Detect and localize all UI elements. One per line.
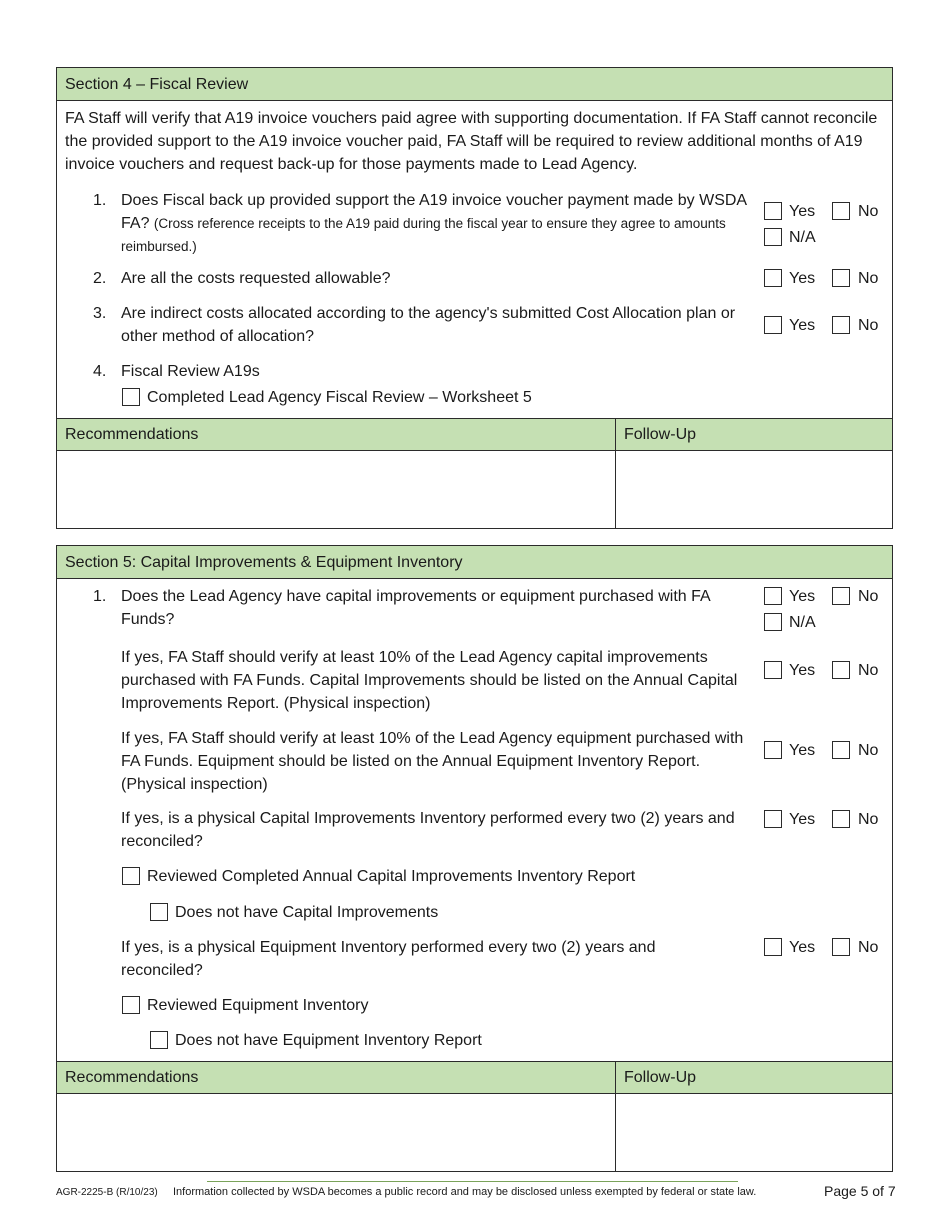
section-5-title: Section 5: Capital Improvements & Equipment Inventory — [57, 546, 892, 579]
q1-number: 1. — [93, 192, 107, 209]
q1-na-label: N/A — [789, 229, 816, 246]
capital-verify-no-checkbox[interactable] — [832, 661, 850, 679]
capital-inventory-no-checkbox[interactable] — [832, 810, 850, 828]
section-4-intro: FA Staff will verify that A19 invoice vouchers paid agree with supporting documentation. If FA Staff cannot reconcile the provided support to the A19 invoice voucher paid, FA Staff will be required to review additional months of A19 invoice vouchers and request back-up for those payments made to Lead Agency. — [65, 110, 878, 173]
capital-inventory-yes-checkbox[interactable] — [764, 810, 782, 828]
q1-yes-label: Yes — [789, 203, 816, 220]
section-4-follow-up-field[interactable] — [616, 451, 892, 528]
q2-no-label: No — [858, 270, 879, 287]
q1-text: Does Fiscal back up provided support the A19 invoice voucher payment made by WSDA FA? — [121, 192, 747, 232]
q4-worksheet-label: Completed Lead Agency Fiscal Review – Worksheet 5 — [147, 389, 532, 406]
no-capital-improvements-label: Does not have Capital Improvements — [175, 904, 439, 921]
equipment-inventory-yes-label: Yes — [789, 939, 816, 956]
equipment-inventory-no-label: No — [858, 939, 879, 956]
s5-q1-na-label: N/A — [789, 614, 816, 631]
q1-no-checkbox[interactable] — [832, 202, 850, 220]
recommendations-label: Recommendations — [65, 426, 199, 443]
q3-no-checkbox[interactable] — [832, 316, 850, 334]
q1-note: (Cross reference receipts to the A19 paid during the fiscal year to ensure they agree to amounts reimbursed.) — [121, 216, 726, 254]
q2-no-checkbox[interactable] — [832, 269, 850, 287]
section-4-recommendations-field[interactable] — [57, 451, 615, 528]
section-5 — [56, 545, 893, 1172]
equipment-verify-no-checkbox[interactable] — [832, 741, 850, 759]
capital-verify-yes-checkbox[interactable] — [764, 661, 782, 679]
reviewed-capital-report-checkbox[interactable] — [122, 867, 140, 885]
q2-number: 2. — [93, 270, 107, 287]
q4-number: 4. — [93, 363, 107, 380]
form-id: AGR-2225-B (R/10/23) — [56, 1187, 158, 1198]
equipment-inventory-text: If yes, is a physical Equipment Inventory performed every two (2) years and reconciled? — [121, 939, 656, 979]
q4-worksheet-checkbox[interactable] — [122, 388, 140, 406]
no-equipment-report-label: Does not have Equipment Inventory Report — [175, 1032, 482, 1049]
q3-yes-label: Yes — [789, 317, 816, 334]
equipment-verify-text: If yes, FA Staff should verify at least 10% of the Lead Agency equipment purchased with FA Funds. Equipment should be listed on the Annual Equipment Inventory Report. (Physical inspection) — [121, 730, 744, 793]
equipment-inventory-yes-checkbox[interactable] — [764, 938, 782, 956]
equipment-verify-yes-checkbox[interactable] — [764, 741, 782, 759]
no-capital-improvements-checkbox[interactable] — [150, 903, 168, 921]
reviewed-equipment-checkbox[interactable] — [122, 996, 140, 1014]
q1-na-checkbox[interactable] — [764, 228, 782, 246]
s5-q1-yes-label: Yes — [789, 588, 816, 605]
capital-inventory-text: If yes, is a physical Capital Improvements Inventory performed every two (2) years and reconciled? — [121, 810, 735, 850]
follow-up-label: Follow-Up — [624, 426, 697, 443]
equipment-verify-yes-label: Yes — [789, 742, 816, 759]
footer-rule — [207, 1181, 738, 1182]
capital-verify-yes-label: Yes — [789, 662, 816, 679]
q3-yes-checkbox[interactable] — [764, 316, 782, 334]
capital-inventory-no-label: No — [858, 811, 879, 828]
reviewed-capital-report-label: Reviewed Completed Annual Capital Improvements Inventory Report — [147, 868, 636, 885]
follow-up-label: Follow-Up — [624, 1069, 697, 1086]
section-4-title: Section 4 – Fiscal Review — [57, 68, 892, 101]
s5-q1-na-checkbox[interactable] — [764, 613, 782, 631]
section-4 — [56, 67, 893, 529]
q2-text: Are all the costs requested allowable? — [121, 270, 391, 287]
q1-yes-checkbox[interactable] — [764, 202, 782, 220]
q3-text: Are indirect costs allocated according to the agency's submitted Cost Allocation plan or other method of allocation? — [121, 305, 736, 345]
section-5-follow-up-field[interactable] — [616, 1094, 892, 1171]
q2-yes-label: Yes — [789, 270, 816, 287]
s5-q1-text: Does the Lead Agency have capital improvements or equipment purchased with FA Funds? — [121, 588, 710, 628]
q3-no-label: No — [858, 317, 879, 334]
equipment-inventory-no-checkbox[interactable] — [832, 938, 850, 956]
s5-q1-number: 1. — [93, 588, 107, 605]
q1-question — [121, 189, 751, 258]
section-4-review-header — [57, 418, 892, 451]
recommendations-label: Recommendations — [65, 1069, 199, 1086]
capital-inventory-yes-label: Yes — [789, 811, 816, 828]
equipment-verify-no-label: No — [858, 742, 879, 759]
q3-number: 3. — [93, 305, 107, 322]
s5-q1-yes-checkbox[interactable] — [764, 587, 782, 605]
capital-verify-text: If yes, FA Staff should verify at least 10% of the Lead Agency capital improvements purchased with FA Funds. Capital Improvements should be listed on the Annual Capital Improvements Report. (Physical inspection) — [121, 649, 738, 712]
q4-text: Fiscal Review A19s — [121, 363, 260, 380]
s5-q1-no-checkbox[interactable] — [832, 587, 850, 605]
section-5-recommendations-field[interactable] — [57, 1094, 615, 1171]
public-record-notice: Information collected by WSDA becomes a public record and may be disclosed unless exempted by federal or state law. — [173, 1186, 757, 1198]
s5-q1-no-label: No — [858, 588, 879, 605]
no-equipment-report-checkbox[interactable] — [150, 1031, 168, 1049]
q1-no-label: No — [858, 203, 879, 220]
reviewed-equipment-label: Reviewed Equipment Inventory — [147, 997, 369, 1014]
q2-yes-checkbox[interactable] — [764, 269, 782, 287]
section-5-review-header — [57, 1061, 892, 1094]
capital-verify-no-label: No — [858, 662, 879, 679]
page-number: Page 5 of 7 — [824, 1183, 896, 1199]
